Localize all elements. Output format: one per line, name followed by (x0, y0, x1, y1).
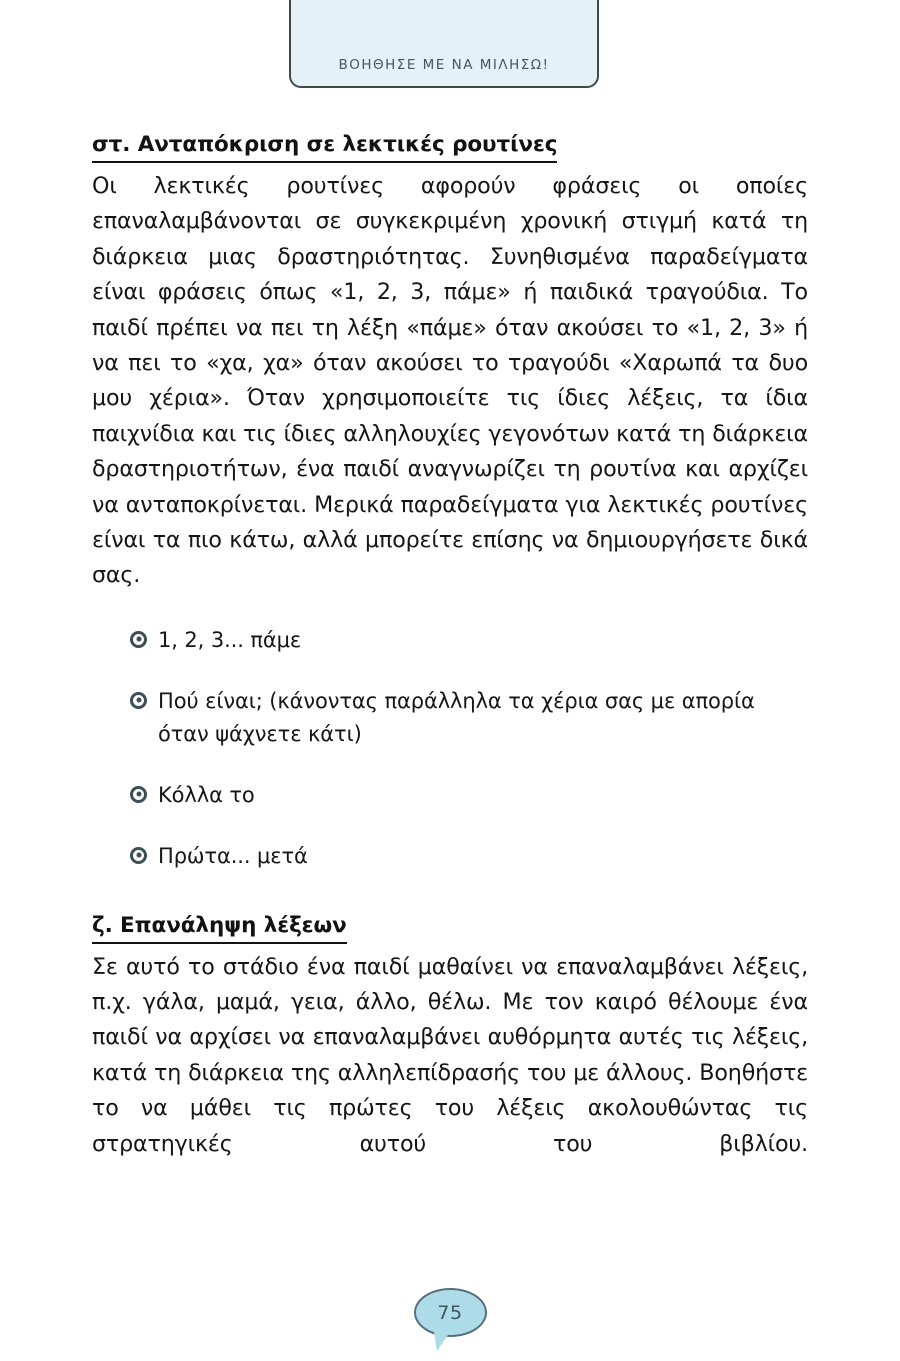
section-paragraph-1: Οι λεκτικές ρουτίνες αφορούν φράσεις οι οποίες επαναλαμβάνονται σε συγκεκριμένη χρονική στιγμή κατά τη διάρκεια μιας δραστηριότητας. Συνηθισμένα παραδείγματα είναι φράσεις όπως «1, 2, 3, πάμε» ή παιδικά τραγούδια. Το παιδί πρέπει να πει τη λέξη «πάμε» όταν ακούσει το «1, 2, 3» ή να πει το «χα, χα» όταν ακούσει το τραγούδι «Χαρωπά τα δυο μου χέρια». Όταν χρησιμοποιείτε τις ίδιες λέξεις, τα ίδια παιχνίδια και τις ίδιες αλληλουχίες γεγονότων κατά τη διάρκεια δραστηριοτήτων, ένα παιδί αναγνωρίζει τη ρουτίνα και αρχίζει να ανταποκρίνεται. Μερικά παραδείγματα για λεκτικές ρουτίνες είναι τα πιο κάτω, αλλά μπορείτε επίσης να δημιουργήσετε δικά σας. (92, 172, 808, 589)
page-number-container (0, 1288, 900, 1337)
heading-wrapper-1 (92, 132, 808, 163)
speech-bubble-tail-icon (434, 1332, 450, 1351)
ring-bullet-icon (130, 786, 147, 803)
list-item-label: Πρώτα... μετά (158, 843, 308, 868)
page-number: 75 (437, 1301, 463, 1324)
section-spacer (92, 873, 808, 913)
banner-title: ΒΟΗΘΗΣΕ ΜΕ ΝΑ ΜΙΛΗΣΩ! (338, 57, 550, 73)
speech-bubble-icon (414, 1288, 487, 1337)
page-banner (289, 0, 599, 88)
list-item-label: 1, 2, 3... πάμε (158, 627, 302, 652)
list-item (130, 624, 808, 657)
list-item (130, 685, 808, 751)
ring-bullet-icon (130, 847, 147, 864)
list-item (130, 779, 808, 812)
ring-bullet-icon (130, 631, 147, 648)
section-paragraph-2: Σε αυτό το στάδιο ένα παιδί μαθαίνει να επαναλαμβάνει λέξεις, π.χ. γάλα, μαμά, γεια, άλλο, θέλω. Με τον καιρό θέλουμε ένα παιδί να αρχίσει να επαναλαμβάνει αυθόρμητα αυτές τις λέξεις, κατά τη διάρκεια της αλληλεπίδρασής του με άλλους. Βοηθήστε το να μάθει τις πρώτες του λέξεις ακολουθώντας τις στρατηγικές αυτού του βιβλίου. (92, 953, 808, 1157)
routine-examples-list (92, 624, 808, 873)
content-column (92, 132, 808, 1197)
heading-wrapper-2 (92, 913, 808, 944)
section-heading-1: στ. Ανταπόκριση σε λεκτικές ρουτίνες (92, 132, 557, 163)
list-item-label: Κόλλα το (158, 782, 255, 807)
list-item (130, 840, 808, 873)
ring-bullet-icon (130, 692, 147, 709)
list-item-label: Πού είναι; (κάνοντας παράλληλα τα χέρια σας με απορία όταν ψάχνετε κάτι) (158, 688, 755, 746)
section-heading-2: ζ. Επανάληψη λέξεων (92, 913, 347, 944)
